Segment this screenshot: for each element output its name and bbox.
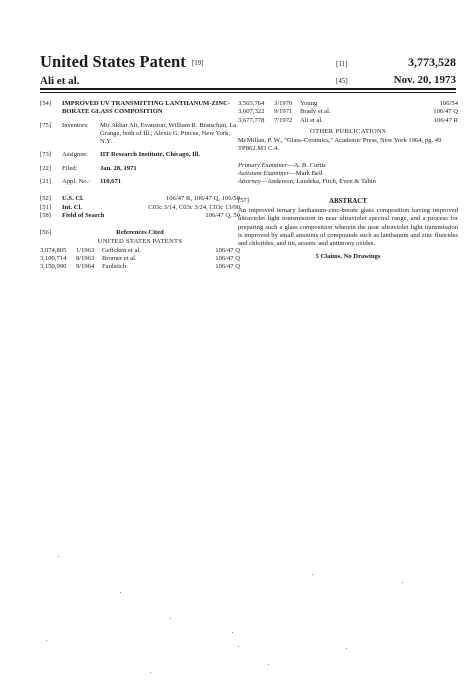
scan-speck: [346, 648, 347, 649]
ref-date: 7/1972: [274, 116, 293, 124]
scan-speck: [238, 646, 239, 647]
field-code: [73]: [40, 151, 51, 159]
field-code: [54]: [40, 100, 51, 107]
field-label: U.S. Cl.: [62, 195, 84, 203]
field-inventors: [40, 122, 240, 147]
primary-examiner: Primary Examiner—A. B. Curtis: [238, 161, 326, 169]
patent-date: Nov. 20, 1973: [393, 74, 456, 86]
primary-examiner-name: A. B. Curtis: [293, 161, 326, 169]
field-code: [57]: [238, 196, 249, 204]
scan-speck: [268, 664, 269, 665]
ref-name: Brady et al.: [300, 108, 331, 116]
ref-name: Ali et al.: [300, 116, 323, 124]
inventor-short: Ali et al.: [40, 75, 80, 87]
field-code: [75]: [40, 121, 51, 129]
patent-header-left: [40, 52, 280, 87]
patent-header-right: [336, 55, 456, 86]
field-label: Appl. No.:: [62, 178, 91, 186]
assistant-examiner-label: Assistant Examiner: [238, 170, 290, 178]
header-rule-thick: [40, 88, 456, 90]
field-code: [51]: [40, 203, 51, 211]
reference-row: [40, 255, 240, 263]
ref-date: 9/1971: [274, 108, 293, 116]
field-filed: [40, 165, 240, 173]
field-label: Inventors:: [62, 121, 89, 129]
ref-number: 3,150,990: [40, 263, 67, 271]
scan-speck: [170, 618, 171, 619]
references-subtitle: UNITED STATES PATENTS: [97, 237, 183, 245]
title-code: [19]: [191, 59, 204, 67]
patent-number: 3,773,528: [408, 55, 456, 69]
ref-class: 106/47 Q: [433, 108, 458, 116]
ref-date: 8/1963: [76, 255, 95, 263]
other-publications-title: OTHER PUBLICATIONS: [310, 127, 386, 135]
ref-name: Bromer et al.: [102, 255, 137, 263]
patent-date-code: [45]: [336, 77, 348, 85]
reference-row: [40, 247, 240, 255]
patent-title-heading: United States Patent: [40, 52, 186, 71]
ref-date: 3/1970: [274, 100, 293, 107]
ref-name: Geffcken et al.: [102, 246, 141, 254]
assignee-value: IIT Research Institute, Chicago, Ill.: [100, 151, 200, 159]
ref-name: Faulstich: [102, 263, 127, 271]
field-label: Field of Search: [62, 211, 105, 219]
ref-number: 3,074,805: [40, 246, 67, 254]
scan-speck: [402, 582, 403, 583]
field-title: [40, 100, 240, 117]
claims-summary: 5 Claims, No Drawings: [315, 253, 381, 261]
reference-row: [238, 117, 458, 125]
ref-number: 3,503,764: [238, 100, 265, 107]
ref-date: 1/1963: [76, 246, 95, 254]
reference-row: [40, 263, 240, 271]
field-assignee: [40, 151, 240, 159]
scan-speck: [150, 672, 151, 673]
int-cl-value: C03c 3/14, C03c 3/24, C03c 13/00: [148, 203, 240, 211]
field-code: [58]: [40, 211, 51, 219]
abstract-text: An improved ternary lanthanum-zinc-borate glass composition having improved ultraviolet light transmission in near ultraviolet spectral range, and a process for preparing such a glass composition wherein the near ultraviolet light transmission is improved by small amounts of compounds such as lanthanum and zinc fluorides and chlorides, and tin, arsenic and antimony oxides.: [238, 206, 458, 248]
attorney: Attorney—Anderson, Luedeka, Fitch, Even & Tabin: [238, 178, 376, 186]
references-heading: [40, 229, 240, 237]
field-appl: [40, 178, 240, 186]
ref-class: 106/47 Q: [215, 255, 240, 263]
attorney-name: Anderson, Luedeka, Fitch, Even & Tabin: [267, 178, 376, 186]
scan-speck: [232, 632, 233, 633]
ref-date: 9/1964: [76, 263, 95, 271]
attorney-label: Attorney: [238, 178, 261, 186]
field-search: [40, 212, 240, 220]
patent-number-code: [11]: [336, 60, 348, 68]
ref-number: 3,100,714: [40, 255, 67, 263]
invention-title: IMPROVED UV TRANSMITTING LANTHANUM-ZINC-BORATE GLASS COMPOSITION: [62, 100, 231, 116]
scan-speck: [58, 556, 59, 557]
primary-examiner-label: Primary Examiner: [238, 161, 288, 169]
scan-speck: [46, 640, 47, 641]
header-rule-thin: [40, 92, 456, 93]
ref-class: 106/47 R: [433, 116, 458, 124]
reference-row: [238, 100, 458, 108]
reference-row: [238, 108, 458, 116]
scan-speck: [312, 574, 313, 575]
field-label: Filed:: [62, 164, 78, 172]
other-publications-text: McMillan, P. W., "Glass-Ceramics," Academic Press, New York 1964, pg. 49 TP862.M3 C.4.: [238, 137, 442, 153]
appl-value: 110,671: [100, 178, 122, 186]
inventors-value: Mir Akbar Ali, Evanston; William R. Bratschun, La Grange, both of Ill.; Alexis G. Pincus, New York, N.Y.: [100, 121, 237, 146]
field-label: Int. Cl.: [62, 203, 82, 211]
scan-speck: [120, 592, 121, 593]
abstract-title: ABSTRACT: [328, 196, 368, 205]
field-code: [21]: [40, 178, 51, 186]
assistant-examiner-name: Mark Bell: [295, 170, 323, 178]
ref-class: 106/47 Q: [215, 246, 240, 254]
abstract-heading: [238, 197, 458, 205]
search-value: 106/47 Q, 50: [205, 211, 240, 219]
field-code: [56]: [40, 229, 51, 237]
filed-value: Jan. 28, 1971: [100, 164, 137, 172]
ref-class: 106/54: [439, 100, 458, 107]
ref-class: 106/47 Q: [215, 263, 240, 271]
us-cl-value: 106/47 R, 106/47 Q, 106/50: [166, 195, 240, 203]
examiners-block: [238, 162, 458, 187]
field-code: [22]: [40, 164, 51, 172]
ref-number: 3,677,778: [238, 116, 265, 124]
field-code: [52]: [40, 195, 51, 203]
right-column: [238, 100, 458, 262]
ref-number: 3,607,322: [238, 108, 265, 116]
references-title: References Cited: [116, 229, 164, 237]
field-int-cl: [40, 204, 240, 212]
field-label: Assignee:: [62, 151, 89, 159]
field-us-cl: [40, 195, 240, 203]
left-column: [40, 100, 240, 272]
assistant-examiner: Assistant Examiner—Mark Bell: [238, 170, 323, 178]
ref-name: Young: [300, 100, 318, 107]
